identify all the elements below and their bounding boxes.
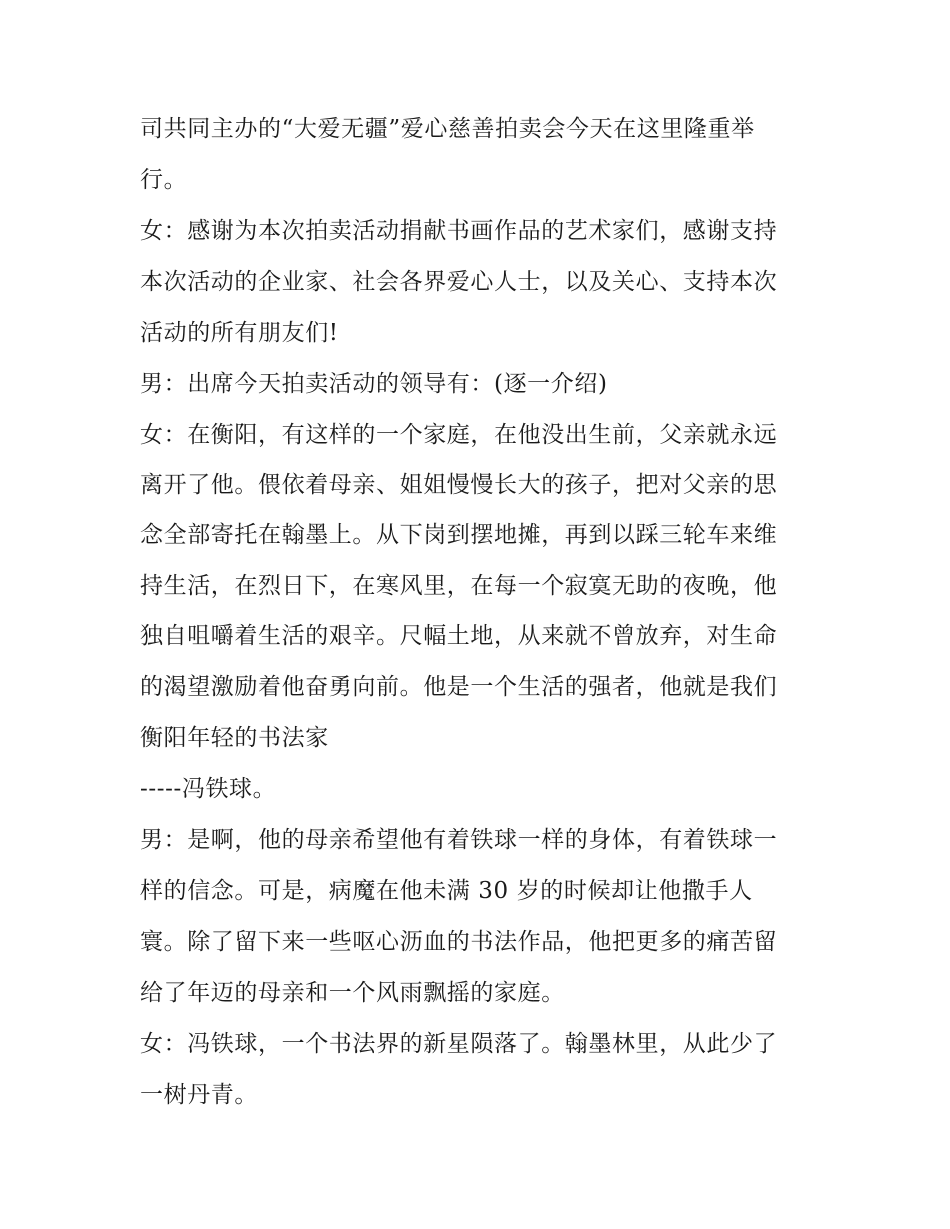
text-line: 男：是啊，他的母亲希望他有着铁球一样的身体，有着铁球一 (140, 827, 778, 853)
text-line: 男：出席今天拍卖活动的领导有：(逐一介绍) (140, 371, 608, 397)
text-line: 行。 (140, 167, 188, 193)
text-line: 司共同主办的“大爱无疆”爱心慈善拍卖会今天在这里隆重举 (140, 116, 755, 142)
text-line: 女：冯铁球，一个书法界的新星陨落了。翰墨林里，从此少了 (140, 1031, 778, 1057)
text-line: 一树丹青。 (140, 1082, 258, 1108)
text-line: -----冯铁球。 (140, 776, 277, 802)
text-line: 持生活，在烈日下，在寒风里，在每一个寂寞无助的夜晚，他 (140, 573, 778, 599)
text-line: 女：在衡阳，有这样的一个家庭，在他没出生前，父亲就永远 (140, 422, 778, 448)
text-line: 离开了他。偎依着母亲、姐姐慢慢长大的孩子，把对父亲的思 (140, 472, 778, 498)
text-line: 给了年迈的母亲和一个风雨飘摇的家庭。 (140, 980, 565, 1006)
text-line: 活动的所有朋友们! (140, 320, 339, 346)
text-line: 独自咀嚼着生活的艰辛。尺幅土地，从来就不曾放弃，对生命 (140, 623, 778, 649)
text-line: 本次活动的企业家、社会各界爱心人士，以及关心、支持本次 (140, 269, 778, 295)
text-line: 衡阳年轻的书法家 (140, 725, 329, 751)
text-line: 的渴望激励着他奋勇向前。他是一个生活的强者，他就是我们 (140, 674, 778, 700)
text-line: 念全部寄托在翰墨上。从下岗到摆地摊，再到以踩三轮车来维 (140, 522, 778, 548)
text-line: 寰。除了留下来一些呕心沥血的书法作品，他把更多的痛苦留 (140, 929, 778, 955)
text-line: 样的信念。可是，病魔在他未满 30 岁的时候却让他撒手人 (140, 878, 753, 904)
text-line: 女：感谢为本次拍卖活动捐献书画作品的艺术家们，感谢支持 (140, 218, 778, 244)
